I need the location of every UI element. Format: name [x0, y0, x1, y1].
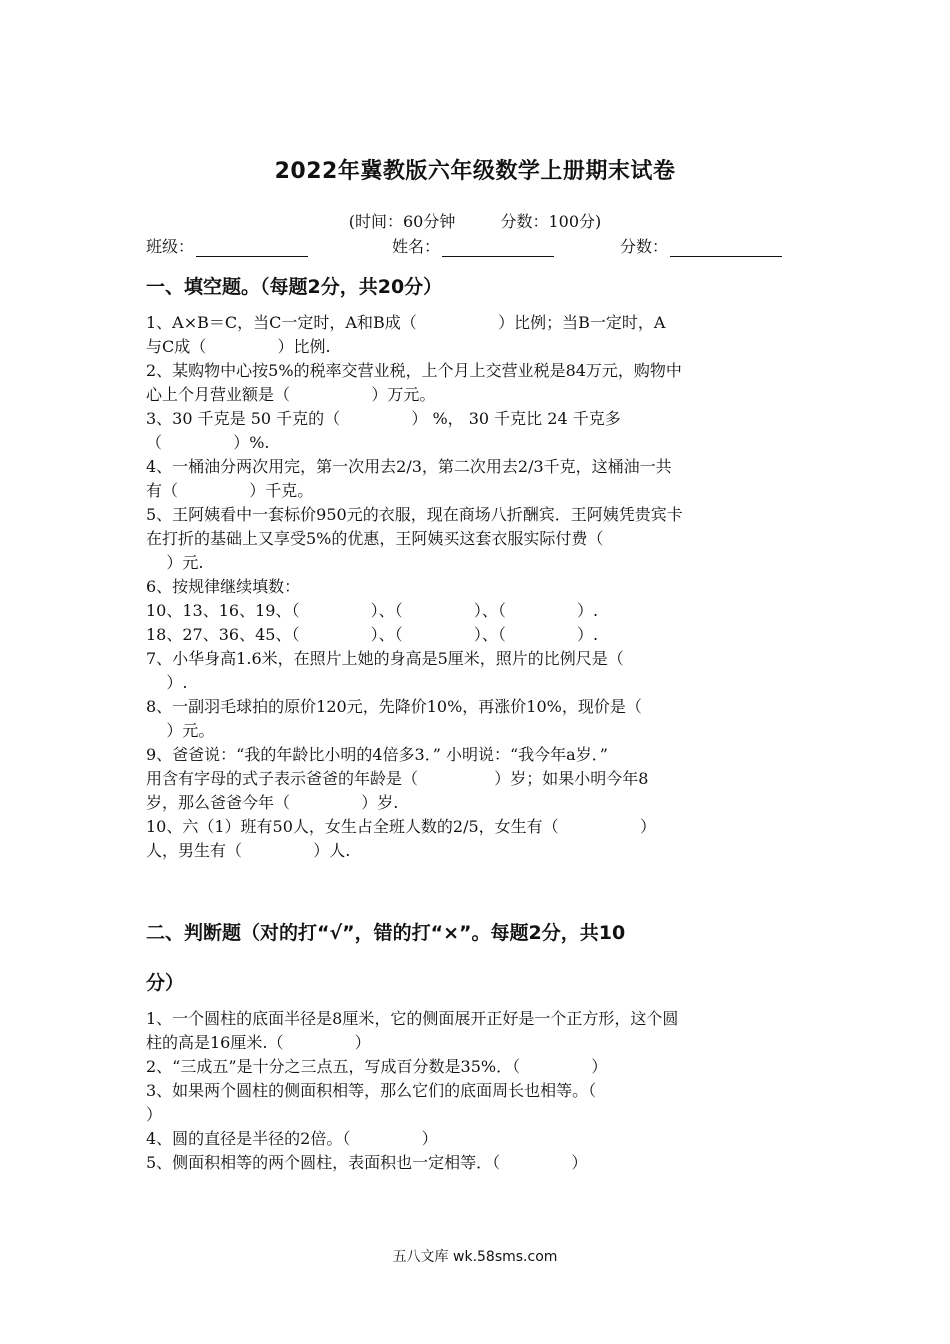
exam-meta — [0, 209, 950, 232]
question-line: 1、一个圆柱的底面半径是8厘米，它的侧面展开正好是一个正方形，这个圆 — [146, 1009, 679, 1028]
question-line: ） — [146, 1105, 163, 1124]
question-line: 9、爸爸说：“我的年龄比小明的4倍多3．” 小明说：“我今年a岁．” — [146, 745, 608, 764]
question-line: 10、13、16、19、（ ）、（ ）、（ ）. — [146, 601, 599, 620]
question-line: 2、“三成五”是十分之三点五，写成百分数是35%．（ ） — [146, 1057, 608, 1076]
question-line: 2、某购物中心按5%的税率交营业税，上个月上交营业税是84万元，购物中 — [146, 361, 682, 380]
question-line: 与C成（ ）比例. — [146, 337, 331, 356]
question-line: 心上个月营业额是（ ）万元。 — [146, 385, 436, 404]
question-line: 5、侧面积相等的两个圆柱，表面积也一定相等．（ ） — [146, 1153, 588, 1172]
question-line: 6、按规律继续填数： — [146, 577, 301, 596]
section2-body — [146, 1007, 810, 1175]
question-line: 3、30 千克是 50 千克的（ ） %， 30 千克比 24 千克多 — [146, 409, 621, 428]
question-line: 8、一副羽毛球拍的原价120元，先降价10%，再涨价10%，现价是（ — [146, 697, 642, 716]
score-blank — [670, 239, 782, 257]
section2-heading-line2: 分） — [146, 972, 185, 994]
question-line: 人，男生有（ ）人. — [146, 841, 351, 860]
question-line: （ ）%. — [146, 433, 270, 452]
question-line: 3、如果两个圆柱的侧面积相等，那么它们的底面周长也相等。（ — [146, 1081, 597, 1100]
question-line: 5、王阿姨看中一套标价950元的衣服，现在商场八折酬宾．王阿姨凭贵宾卡 — [146, 505, 683, 524]
section1-heading: 一、填空题。（每题2分，共20分） — [146, 276, 443, 298]
question-line: 4、一桶油分两次用完，第一次用去2/3，第二次用去2/3千克，这桶油一共 — [146, 457, 672, 476]
score-field — [620, 234, 782, 257]
class-blank — [196, 239, 308, 257]
name-blank — [442, 239, 554, 257]
score-label: 分数： — [620, 237, 669, 256]
question-line: ）. — [146, 673, 188, 692]
question-line: 4、圆的直径是半径的2倍。（ ） — [146, 1129, 438, 1148]
question-line: 岁，那么爸爸今年（ ）岁. — [146, 793, 399, 812]
question-line: 18、27、36、45、（ ）、（ ）、（ ）. — [146, 625, 599, 644]
class-label: 班级： — [146, 237, 195, 256]
question-line: ）元. — [146, 553, 204, 572]
question-line: 柱的高是16厘米.（ ） — [146, 1033, 371, 1052]
page-title: 2022年冀教版六年级数学上册期末试卷 — [274, 159, 676, 184]
total-score: 分数：100分) — [500, 212, 602, 231]
question-line: 在打折的基础上又享受5%的优惠，王阿姨买这套衣服实际付费（ — [146, 529, 604, 548]
student-info — [146, 234, 806, 262]
name-label: 姓名： — [392, 237, 441, 256]
question-line: ）元。 — [146, 721, 215, 740]
question-line: 用含有字母的式子表示爸爸的年龄是（ ）岁；如果小明今年8 — [146, 769, 649, 788]
question-line: 1、A×B＝C，当C一定时，A和B成（ ）比例；当B一定时，A — [146, 313, 666, 332]
question-line: 10、六（1）班有50人，女生占全班人数的2/5，女生有（ ） — [146, 817, 657, 836]
footer-watermark: 五八文库 wk.58sms.com — [392, 1249, 558, 1265]
question-line: 有（ ）千克。 — [146, 481, 314, 500]
section1-body — [146, 311, 810, 863]
section2-heading-line1: 二、判断题（对的打“√”，错的打“×”。每题2分，共10 — [146, 922, 626, 944]
class-field — [146, 234, 308, 257]
name-field — [392, 234, 554, 257]
question-line: 7、小华身高1.6米，在照片上她的身高是5厘米，照片的比例尺是（ — [146, 649, 624, 668]
time-limit: (时间：60分钟 — [348, 212, 456, 231]
